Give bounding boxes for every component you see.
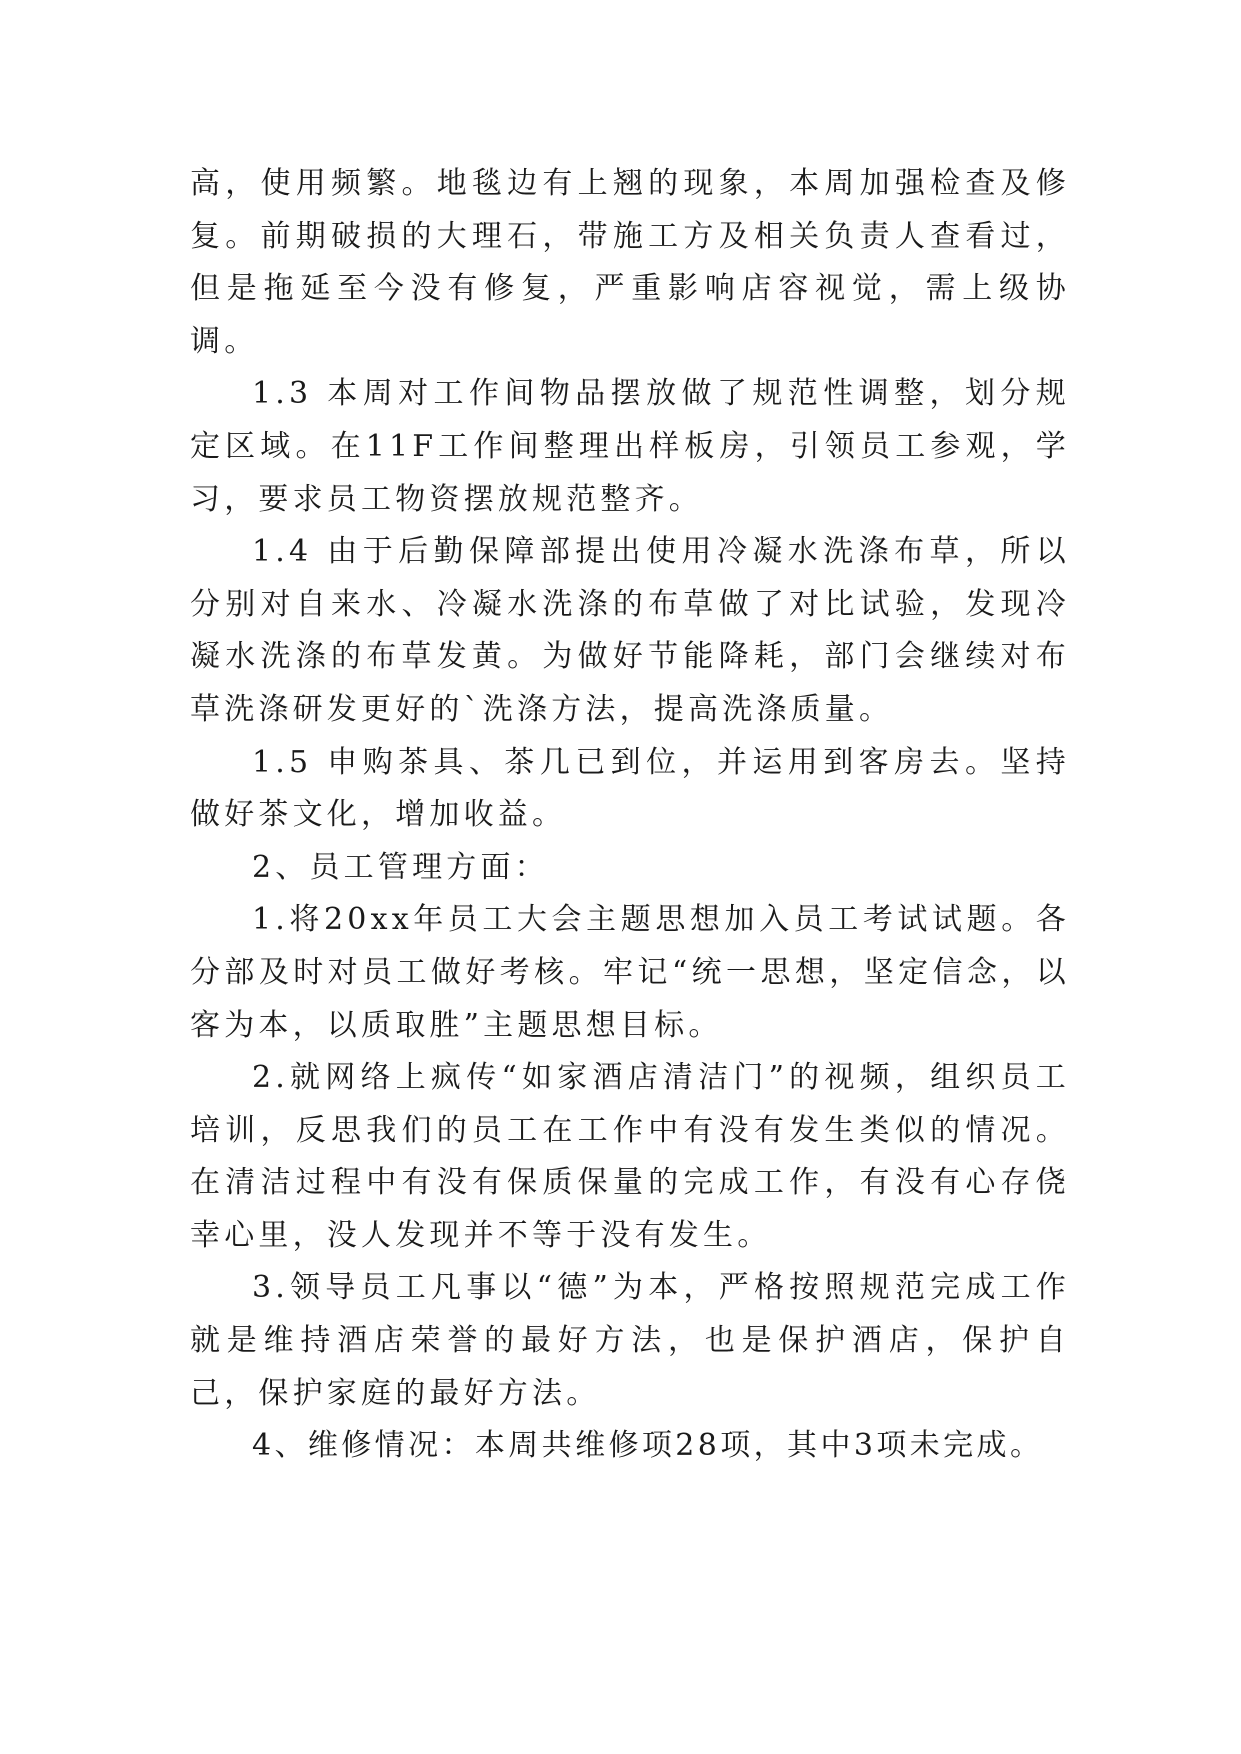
paragraph-continuation: 高，使用频繁。地毯边有上翘的现象，本周加强检查及修复。前期破损的大理石，带施工方及相关负责人查看过，但是拖延至今没有修复，严重影响店容视觉，需上级协调。 <box>190 166 1070 359</box>
document-body <box>190 158 1070 1473</box>
paragraph-1-3: 1.3 本周对工作间物品摆放做了规范性调整，划分规定区域。在11F工作间整理出样板房，引领员工参观，学习，要求员工物资摆放规范整齐。 <box>190 376 1070 517</box>
paragraph-1-5: 1.5 申购茶具、茶几已到位，并运用到客房去。坚持做好茶文化，增加收益。 <box>190 744 1070 833</box>
paragraph-staff-1: 1.将20xx年员工大会主题思想加入员工考试试题。各分部及时对员工做好考核。牢记“统一思想，坚定信念，以客为本，以质取胜”主题思想目标。 <box>190 902 1070 1043</box>
paragraph-1-4: 1.4 由于后勤保障部提出使用冷凝水洗涤布草，所以分别对自来水、冷凝水洗涤的布草做了对比试验，发现冷凝水洗涤的布草发黄。为做好节能降耗，部门会继续对布草洗涤研发更好的`洗涤方法，提高洗涤质量。 <box>190 534 1070 727</box>
paragraph-staff-3: 3.领导员工凡事以“德”为本，严格按照规范完成工作就是维持酒店荣誉的最好方法，也是保护酒店，保护自己，保护家庭的最好方法。 <box>190 1270 1070 1411</box>
section-heading-staff-management: 2、员工管理方面： <box>252 849 549 885</box>
paragraph-staff-2: 2.就网络上疯传“如家酒店清洁门”的视频，组织员工培训，反思我们的员工在工作中有没有发生类似的情况。在清洁过程中有没有保质保量的完成工作，有没有心存侥幸心里，没人发现并不等于没有发生。 <box>190 1060 1070 1253</box>
paragraph-maintenance: 4、维修情况：本周共维修项28项，其中3项未完成。 <box>252 1428 1044 1464</box>
